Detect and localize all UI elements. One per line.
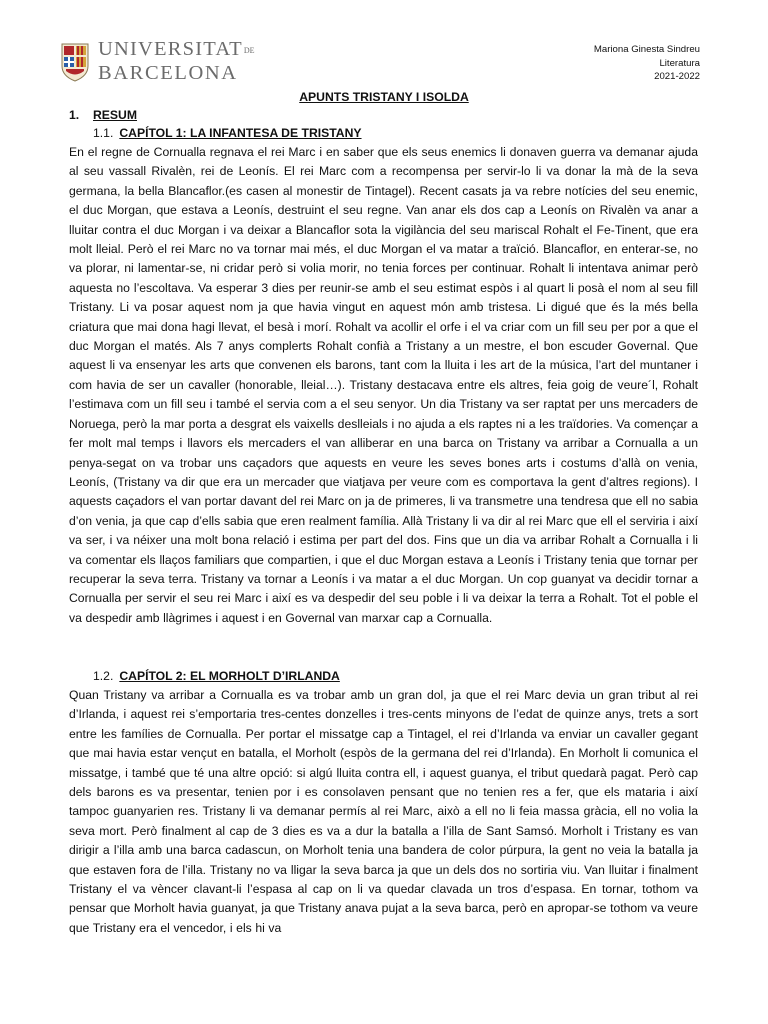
author-name: Mariona Ginesta Sindreu xyxy=(593,44,700,55)
logo-city-word: BARCELONA xyxy=(98,62,238,84)
chapter-2-paragraph: Quan Tristany va arribar a Cornualla es va trobar amb un gran dol, ja que el rei Marc devia un gran tribut al rei d’Irlanda, i aquest rei s’emportaria tres-centes donzelles i tres-cents minyons de l’edat de quinze anys, trets a sort entre les famílies de Cornualla. Per portar el missatge cap a Tintagel, el rei d’Irlanda va enviar un cavaller gegant que mai havia estar vençut en batalla, el Morholt (espòs de la germana del rei d’Irlanda). En Morholt li comunica el missatge, i també que té una altre opció: si algú lluita contra ell, i aquest guanya, el tribut quedarà pagat. Però cap dels barons es va presentar, tenien por i es consolaven pensant que no tenien res a fer, que els mataria i així tampoc guanyarien res. Tristany li va demanar permís al rei Marc, això a ell no li feia massa gràcia, ell no volia la seva mort. Però finalment al cap de 3 dies es va a dur la batalla a l’illa de Sant Samsó. Morholt i Tristany es van dirigir a l’illa amb una barca cadascun, on Morholt tenia una bandera de color púrpura, la gent no veia la batalla ja que estaven fora de l’illa. Tristany no va lligar la seva barca ja que un dels dos no sortiria viu. Van lluitar i finalment Tristany el va vèncer clavant-li l’espasa al cap on li va quedar clavada un tros d’espasa. En tornar, tothom va pensar que Morholt havia guanyat, ja que Tristany anava pujat a la seva barca, però en apropar-se tothom va veure que Tristany era el vencedor, i els hi va xyxy=(69,688,698,935)
logo-university-word: UNIVERSITAT xyxy=(98,37,243,60)
document-meta xyxy=(594,43,700,84)
chapter-heading-2 xyxy=(93,669,340,683)
section-title: RESUM xyxy=(93,108,138,122)
chapter-1-paragraph: En el regne de Cornualla regnava el rei Marc i en saber que els seus enemics li donaven guerra va demanar ajuda al seu vassall Rivalèn, rei de Leonís. El rei Marc com a recompensa per servir-lo li va donar la mà de la seva germana, la bella Blancaflor.(es casen al monestir de Tintagel). Recent casats ja va rebre notícies del seu enemic, el duc Morgan, que estava a Leonís, destruint el seu regne. Van anar els dos cap a Leonís on Rivalèn va anar a lluitar contra el duc Morgan i va deixar a Blancaflor sota la vigilància del seu mariscal Rohalt el Fe-Tinent, que era molt lleial. Però el rei Marc no va tornar mai més, el duc Morgan el va matar a traïció. Blancaflor, en enterar-se, no va plorar, ni lamentar-se, ni cridar però si volia morir, no tenia forces per continuar. Rohalt li intentava animar però aquesta no l’escoltava. Va esperar 3 dies per reunir-se amb el seu estimat espòs i al quart li posà el nom al seu fill Tristany. Li va posar aquest nom ja que havia vingut en aquest món amb tristesa. Li digué que és la més bella criatura que mai dona hagi llevat, el besà i morí. Rohalt va acollir el orfe i el va criar com un fill seu per por a que el duc Morgan el matés. Als 7 anys complerts Rohalt confià a Tristany a un mestre, el bon escuder Governal. Que aquest li va ensenyar les arts que convenen els barons, tant com la lluita i les art de la música, l’art del muntaner i com havia de ser un cavaller (honorable, lleial…). Tristany destacava entre els altres, feia goig de veure´l, Rohalt l’estimava com un fill seu i també el servia com a el seu senyor. Un dia Tristany va ser raptat per uns mercaders de Noruega, però la mar porta a desgrat els vaixells deslleials i no ajuda a els raptes ni a les traïdories. Va començar a fer molt mal temps i llavors els mercaders el van alliberar en una barca on Tristany va arribar a Cornualla a un penya-segat on va trobar uns caçadors que aquests en veure les seves bones arts i costums d’allà on venia, Leonís, (Tristany va dir que era un mercader que viatjava per veure com es comportava la gent d’altres regions). I aquests caçadors el van portar davant del rei Marc on ja de primeres, li va transmetre una tendresa que ell no sabia d’on venia, ja que cap d’ells sabia que eren realment família. Allà Tristany li va dir al rei Marc que ell el serviria i així va ser, i va néixer una molt bona relació i estima per part del dos. Fins que un dia va arribar Rohalt a Cornualla i li va comentar els llaços familiars que compartien, i que el duc Morgan estava a Leonís i Tristany tenia que tornar per recuperar la seva terra. Tristany va tornar a Leonís i va matar a el duc Morgan. Un cop guanyat va decidir tornar a Cornualla per servir el seu rei Marc i així es va despedir del seu poble i li va deixar la terra a Rohalt. Tot el poble el va despedir amb llàgrimes i aquest i en Governal van marxar cap a Cornualla. xyxy=(69,145,698,625)
document-title: APUNTS TRISTANY I ISOLDA xyxy=(299,90,469,104)
chapter-title: CAPÍTOL 1: LA INFANTESA DE TRISTANY xyxy=(119,126,362,140)
university-logo xyxy=(60,38,254,84)
chapter-heading-1 xyxy=(93,126,362,140)
academic-year: 2021-2022 xyxy=(654,71,700,82)
logo-de-word: DE xyxy=(243,45,255,55)
section-number: 1. xyxy=(69,108,80,122)
section-heading-resum xyxy=(69,108,137,122)
chapter-number: 1.2. xyxy=(93,669,114,683)
chapter-number: 1.1. xyxy=(93,126,114,140)
chapter-title: CAPÍTOL 2: EL MORHOLT D’IRLANDA xyxy=(119,669,340,683)
university-seal-icon xyxy=(60,40,90,82)
subject-name: Literatura xyxy=(659,57,700,69)
